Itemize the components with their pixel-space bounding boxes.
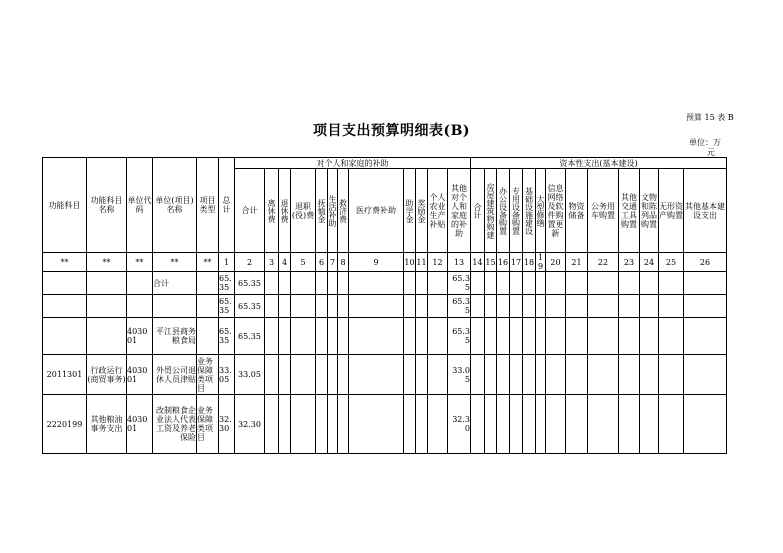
index-cell: 13 bbox=[448, 253, 471, 272]
cell-unit-name bbox=[153, 295, 197, 318]
cell-empty bbox=[428, 395, 448, 454]
cell-empty bbox=[328, 318, 338, 355]
cell-empty bbox=[588, 318, 619, 355]
cell-empty bbox=[291, 318, 316, 355]
cell-type bbox=[197, 272, 219, 295]
index-cell: 23 bbox=[619, 253, 640, 272]
cell-empty bbox=[659, 395, 684, 454]
col-living-aid: 生活补助 bbox=[328, 169, 338, 253]
cell-func-code bbox=[43, 272, 87, 295]
cell-func-code bbox=[43, 318, 87, 355]
col-agri-subsidy: 个人农业生产补贴 bbox=[428, 169, 448, 253]
table-row bbox=[43, 295, 727, 318]
table-row bbox=[43, 318, 727, 355]
index-cell: 15 bbox=[485, 253, 497, 272]
unit-note bbox=[689, 138, 749, 158]
cell-empty bbox=[404, 318, 416, 355]
cell-empty bbox=[588, 355, 619, 395]
cell-empty bbox=[684, 395, 727, 454]
cell-empty bbox=[316, 355, 328, 395]
cell-empty bbox=[349, 272, 404, 295]
cell-empty bbox=[316, 272, 328, 295]
index-cell: 7 bbox=[328, 253, 338, 272]
index-cell: ** bbox=[153, 253, 197, 272]
table-row bbox=[43, 272, 727, 295]
index-cell: 14 bbox=[471, 253, 485, 272]
cell-empty bbox=[523, 355, 536, 395]
group-capital: 资本性支出(基本建设) bbox=[471, 158, 727, 169]
col-it: 信息网络及软件购置更新 bbox=[546, 169, 566, 253]
cell-unit-code: 403001 bbox=[127, 355, 153, 395]
cell-empty bbox=[316, 318, 328, 355]
cell-empty bbox=[510, 318, 523, 355]
cell-empty bbox=[546, 318, 566, 355]
col-other-vehicle: 其他交通工具购置 bbox=[619, 169, 640, 253]
cell-empty bbox=[279, 272, 291, 295]
cell-empty bbox=[619, 272, 640, 295]
cell-empty bbox=[659, 295, 684, 318]
col-special-equip: 专用设备购置 bbox=[510, 169, 523, 253]
cell-total: 33.05 bbox=[219, 355, 235, 395]
index-cell: 20 bbox=[546, 253, 566, 272]
cell-empty bbox=[428, 295, 448, 318]
col-scholarship: 助学金 bbox=[404, 169, 416, 253]
index-cell: 4 bbox=[279, 253, 291, 272]
cell-empty bbox=[546, 295, 566, 318]
col-medical: 医疗费补助 bbox=[349, 169, 404, 253]
col-relics: 文物和陈列品购置 bbox=[640, 169, 659, 253]
cell-unit-code bbox=[127, 295, 153, 318]
table-row bbox=[43, 395, 727, 454]
index-cell: ** bbox=[197, 253, 219, 272]
cell-empty bbox=[338, 318, 349, 355]
col-total: 总计 bbox=[219, 158, 235, 253]
cell-empty bbox=[536, 318, 546, 355]
cell-other-personal: 32.30 bbox=[448, 395, 471, 454]
cell-empty bbox=[338, 355, 349, 395]
cell-func-name bbox=[87, 318, 127, 355]
cell-other-personal: 65.35 bbox=[448, 318, 471, 355]
col-car: 公务用车购置 bbox=[588, 169, 619, 253]
index-cell: 16 bbox=[497, 253, 510, 272]
cell-empty bbox=[546, 272, 566, 295]
index-cell: 3 bbox=[265, 253, 279, 272]
unit-label: 单位：万 bbox=[689, 138, 721, 147]
col-unit-code: 单位代码 bbox=[127, 158, 153, 253]
cell-empty bbox=[566, 318, 588, 355]
cell-empty bbox=[566, 295, 588, 318]
cell-empty bbox=[279, 295, 291, 318]
cell-empty bbox=[566, 272, 588, 295]
cell-empty bbox=[265, 295, 279, 318]
cell-empty bbox=[588, 395, 619, 454]
cell-empty bbox=[640, 395, 659, 454]
cell-empty bbox=[338, 295, 349, 318]
cell-empty bbox=[588, 295, 619, 318]
cell-empty bbox=[659, 272, 684, 295]
index-cell: 6 bbox=[316, 253, 328, 272]
cell-empty bbox=[471, 318, 485, 355]
cell-empty bbox=[471, 295, 485, 318]
col-other-capital: 其他基本建设支出 bbox=[684, 169, 727, 253]
col-office-equip: 办公设备购置 bbox=[497, 169, 510, 253]
cell-empty bbox=[523, 272, 536, 295]
cell-empty bbox=[265, 355, 279, 395]
cell-type bbox=[197, 295, 219, 318]
cell-func-name bbox=[87, 272, 127, 295]
cell-empty bbox=[523, 395, 536, 454]
cell-empty bbox=[349, 318, 404, 355]
cell-empty bbox=[546, 355, 566, 395]
cell-empty bbox=[546, 395, 566, 454]
cell-empty bbox=[523, 295, 536, 318]
cell-unit-name: 平江县商务粮食局 bbox=[153, 318, 197, 355]
cell-empty bbox=[684, 272, 727, 295]
cell-empty bbox=[640, 355, 659, 395]
cell-empty bbox=[510, 272, 523, 295]
cell-unit-name: 外贸公司退休人员津贴 bbox=[153, 355, 197, 395]
cell-type: 业务保障类项目 bbox=[197, 355, 219, 395]
cell-empty bbox=[510, 355, 523, 395]
col-reward: 奖励金 bbox=[416, 169, 428, 253]
cell-type bbox=[197, 318, 219, 355]
col-resign: 退职(役)费 bbox=[291, 169, 316, 253]
cell-empty bbox=[619, 395, 640, 454]
col-relief: 救济费 bbox=[338, 169, 349, 253]
cell-empty bbox=[536, 395, 546, 454]
cell-empty bbox=[316, 395, 328, 454]
unit-suffix: 元 bbox=[707, 148, 715, 157]
col-project-type: 项目类型 bbox=[197, 158, 219, 253]
index-cell: 9 bbox=[349, 253, 404, 272]
cell-subtotal: 65.35 bbox=[235, 295, 265, 318]
cell-empty bbox=[497, 395, 510, 454]
page-title: 项目支出预算明细表(B) bbox=[312, 123, 471, 139]
cell-empty bbox=[416, 395, 428, 454]
index-cell: 18 bbox=[523, 253, 536, 272]
cell-func-code bbox=[43, 295, 87, 318]
cell-other-personal: 65.35 bbox=[448, 295, 471, 318]
cell-empty bbox=[523, 318, 536, 355]
cell-func-name bbox=[87, 295, 127, 318]
col-infrastructure: 基础设施建设 bbox=[523, 169, 536, 253]
cell-empty bbox=[291, 395, 316, 454]
cell-empty bbox=[471, 355, 485, 395]
index-cell: 25 bbox=[659, 253, 684, 272]
col-personal-subtotal: 合计 bbox=[235, 169, 265, 253]
cell-empty bbox=[291, 355, 316, 395]
index-cell: 17 bbox=[510, 253, 523, 272]
cell-subtotal: 65.35 bbox=[235, 318, 265, 355]
cell-empty bbox=[291, 272, 316, 295]
cell-empty bbox=[485, 318, 497, 355]
index-cell: 5 bbox=[291, 253, 316, 272]
cell-empty bbox=[349, 295, 404, 318]
cell-empty bbox=[279, 395, 291, 454]
cell-empty bbox=[659, 318, 684, 355]
cell-other-personal: 33.05 bbox=[448, 355, 471, 395]
index-cell: 22 bbox=[588, 253, 619, 272]
cell-subtotal: 32.30 bbox=[235, 395, 265, 454]
cell-empty bbox=[684, 318, 727, 355]
cell-empty bbox=[640, 295, 659, 318]
cell-empty bbox=[404, 295, 416, 318]
cell-unit-code bbox=[127, 272, 153, 295]
cell-empty bbox=[416, 272, 428, 295]
index-row bbox=[43, 253, 727, 272]
cell-empty bbox=[536, 272, 546, 295]
cell-empty bbox=[485, 355, 497, 395]
cell-empty bbox=[497, 295, 510, 318]
cell-empty bbox=[659, 355, 684, 395]
cell-empty bbox=[566, 395, 588, 454]
cell-empty bbox=[684, 355, 727, 395]
cell-empty bbox=[404, 272, 416, 295]
cell-subtotal: 65.35 bbox=[235, 272, 265, 295]
index-cell: 10 bbox=[404, 253, 416, 272]
cell-func-code: 2011301 bbox=[43, 355, 87, 395]
cell-other-personal: 65.35 bbox=[448, 272, 471, 295]
cell-empty bbox=[338, 272, 349, 295]
cell-empty bbox=[428, 318, 448, 355]
cell-empty bbox=[265, 272, 279, 295]
index-cell: 26 bbox=[684, 253, 727, 272]
cell-func-name: 行政运行(商贸事务) bbox=[87, 355, 127, 395]
col-pension: 抚恤金 bbox=[316, 169, 328, 253]
cell-empty bbox=[338, 395, 349, 454]
index-cell: 19 bbox=[536, 253, 546, 272]
cell-empty bbox=[404, 355, 416, 395]
cell-func-name: 其他粮油事务支出 bbox=[87, 395, 127, 454]
index-cell: 2 bbox=[235, 253, 265, 272]
cell-empty bbox=[566, 355, 588, 395]
cell-empty bbox=[619, 295, 640, 318]
table-row bbox=[43, 355, 727, 395]
cell-empty bbox=[328, 355, 338, 395]
cell-empty bbox=[485, 395, 497, 454]
index-cell: ** bbox=[43, 253, 87, 272]
col-repair: 大型修缮 bbox=[536, 169, 546, 253]
cell-unit-name: 合计 bbox=[153, 272, 197, 295]
header-group-row bbox=[43, 158, 727, 169]
cell-empty bbox=[536, 295, 546, 318]
index-cell: 11 bbox=[416, 253, 428, 272]
cell-empty bbox=[328, 395, 338, 454]
col-reserve: 物资储备 bbox=[566, 169, 588, 253]
cell-empty bbox=[265, 395, 279, 454]
cell-total: 65.35 bbox=[219, 295, 235, 318]
col-func-name: 功能科目名称 bbox=[87, 158, 127, 253]
col-func-code: 功能科目 bbox=[43, 158, 87, 253]
index-cell: 1 bbox=[219, 253, 235, 272]
index-cell: 12 bbox=[428, 253, 448, 272]
cell-subtotal: 33.05 bbox=[235, 355, 265, 395]
cell-total: 65.35 bbox=[219, 272, 235, 295]
cell-empty bbox=[485, 295, 497, 318]
cell-empty bbox=[404, 395, 416, 454]
cell-empty bbox=[497, 355, 510, 395]
cell-empty bbox=[619, 318, 640, 355]
cell-total: 65.35 bbox=[219, 318, 235, 355]
cell-empty bbox=[684, 295, 727, 318]
col-intangible: 无形资产购置 bbox=[659, 169, 684, 253]
cell-empty bbox=[316, 295, 328, 318]
cell-func-code: 2220199 bbox=[43, 395, 87, 454]
cell-empty bbox=[265, 318, 279, 355]
cell-empty bbox=[485, 272, 497, 295]
cell-empty bbox=[471, 272, 485, 295]
cell-empty bbox=[619, 355, 640, 395]
cell-empty bbox=[471, 395, 485, 454]
budget-table bbox=[42, 157, 727, 454]
index-cell: 21 bbox=[566, 253, 588, 272]
cell-empty bbox=[428, 355, 448, 395]
col-capital-subtotal: 合计 bbox=[471, 169, 485, 253]
index-cell: ** bbox=[87, 253, 127, 272]
cell-empty bbox=[349, 355, 404, 395]
cell-total: 32.30 bbox=[219, 395, 235, 454]
cell-unit-name: 改制粮食企业法人代表工资及养老保险 bbox=[153, 395, 197, 454]
index-cell: ** bbox=[127, 253, 153, 272]
col-other-personal: 其他对个人和家庭的补助 bbox=[448, 169, 471, 253]
form-number: 预算 15 表 B bbox=[686, 113, 734, 122]
cell-empty bbox=[510, 295, 523, 318]
cell-empty bbox=[416, 318, 428, 355]
cell-empty bbox=[536, 355, 546, 395]
cell-empty bbox=[497, 272, 510, 295]
cell-unit-code: 403001 bbox=[127, 318, 153, 355]
cell-empty bbox=[497, 318, 510, 355]
cell-empty bbox=[588, 272, 619, 295]
index-cell: 24 bbox=[640, 253, 659, 272]
cell-empty bbox=[428, 272, 448, 295]
col-building: 房屋建筑物购建 bbox=[485, 169, 497, 253]
cell-empty bbox=[640, 318, 659, 355]
col-retire-off: 离休费 bbox=[265, 169, 279, 253]
index-cell: 8 bbox=[338, 253, 349, 272]
cell-empty bbox=[416, 295, 428, 318]
cell-empty bbox=[291, 295, 316, 318]
cell-empty bbox=[640, 272, 659, 295]
cell-type: 业务保障类项目 bbox=[197, 395, 219, 454]
col-unit-name: 单位(项目)名称 bbox=[153, 158, 197, 253]
group-personal: 对个人和家庭的补助 bbox=[235, 158, 471, 169]
cell-empty bbox=[279, 318, 291, 355]
cell-empty bbox=[328, 272, 338, 295]
cell-empty bbox=[510, 395, 523, 454]
cell-empty bbox=[416, 355, 428, 395]
cell-unit-code: 403001 bbox=[127, 395, 153, 454]
cell-empty bbox=[279, 355, 291, 395]
cell-empty bbox=[349, 395, 404, 454]
col-retire: 退休费 bbox=[279, 169, 291, 253]
cell-empty bbox=[328, 295, 338, 318]
